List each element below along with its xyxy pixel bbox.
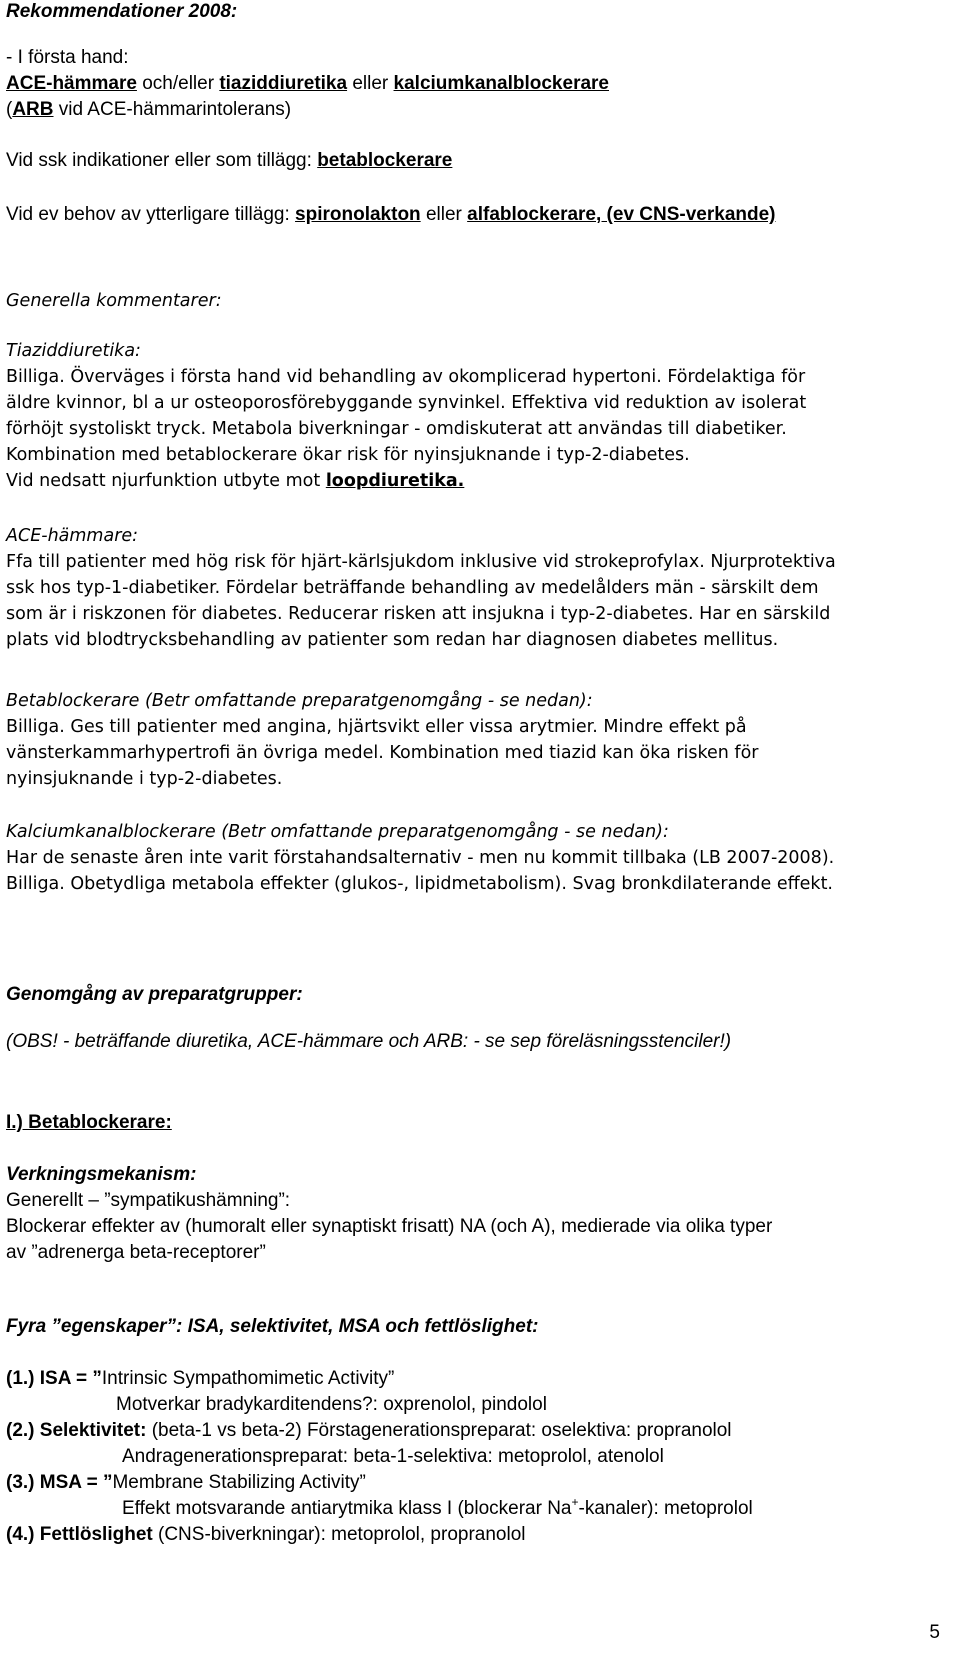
ace-link[interactable]: ACE-hämmare <box>6 73 137 94</box>
ssk-line: Vid ssk indikationer eller som tillägg: betablockerare <box>6 150 453 171</box>
property-msa: (3.) MSA = ”Membrane Stabilizing Activity” <box>6 1472 366 1493</box>
page-number: 5 <box>929 1622 940 1643</box>
property-fettloslighet: (4.) Fettlöslighet (CNS-biverkningar): metoprolol, propranolol <box>6 1524 526 1545</box>
arb-line: (ARB vid ACE-hämmarintolerans) <box>6 99 292 120</box>
tiazid-line-4: Kombination med betablockerare ökar risk för nyinsjuknande i typ-2-diabetes. <box>6 445 690 465</box>
verkningsmekanism-title: Verkningsmekanism: <box>6 1164 197 1185</box>
beta-section <box>6 688 759 792</box>
recommendations-title: Rekommendationer 2008: <box>6 1 238 22</box>
verkningsmekanism-block <box>6 1162 772 1266</box>
section-betablockerare-title: I.) Betablockerare: <box>6 1112 172 1133</box>
kalcium-link[interactable]: kalciumkanalblockerare <box>393 73 609 94</box>
first-hand-label: - I första hand: <box>6 47 129 68</box>
tiazid-heading: Tiaziddiuretika: <box>6 341 141 361</box>
property-msa-detail: Effekt motsvarande antiarytmika klass I (blockerar Na+-kanaler): metoprolol <box>122 1495 753 1519</box>
property-isa: (1.) ISA = ”Intrinsic Sympathomimetic Activity” <box>6 1368 395 1389</box>
tiazid-line-1: Billiga. Överväges i första hand vid behandling av okomplicerad hypertoni. Fördelaktiga för <box>6 367 806 387</box>
ace-section <box>6 523 836 653</box>
kalcium-heading: Kalciumkanalblockerare (Betr omfattande preparatgenomgång - se nedan): <box>6 822 669 842</box>
ace-line-3: som är i riskzonen för diabetes. Reducerar risken att insjukna i typ-2-diabetes. Har en särskild <box>6 604 831 624</box>
properties-list <box>6 1366 753 1548</box>
ace-heading: ACE-hämmare: <box>6 526 139 546</box>
genomgang-title: Genomgång av preparatgrupper: <box>6 984 303 1005</box>
general-comments-title: Generella kommentarer: <box>6 291 222 311</box>
tiazid-line-3: förhöjt systoliskt tryck. Metabola biverkningar - omdiskuterat att användas till diabetiker. <box>6 419 787 439</box>
beta-line-3: nyinsjuknande i typ-2-diabetes. <box>6 769 283 789</box>
property-selektivitet-detail: Andragenerationspreparat: beta-1-selektiva: metoprolol, atenolol <box>122 1446 664 1467</box>
property-isa-detail: Motverkar bradykarditendens?: oxprenolol, pindolol <box>116 1394 547 1415</box>
recommendations-block <box>6 0 609 123</box>
beta-heading: Betablockerare (Betr omfattande preparatgenomgång - se nedan): <box>6 691 593 711</box>
property-selektivitet: (2.) Selektivitet: (beta-1 vs beta-2) Förstagenerationspreparat: oselektiva: propranolol <box>6 1420 732 1441</box>
obs-note: (OBS! - beträffande diuretika, ACE-hämmare och ARB: - se sep föreläsningsstenciler!) <box>6 1031 732 1052</box>
betablockerare-link[interactable]: betablockerare <box>317 150 453 171</box>
tiazid-link[interactable]: tiaziddiuretika <box>219 73 348 94</box>
ace-line-2: ssk hos typ-1-diabetiker. Fördelar beträffande behandling av medelålders män - särskilt dem <box>6 578 819 598</box>
verk-line-3: av ”adrenerga beta-receptorer” <box>6 1242 266 1263</box>
tiazid-line-5: Vid nedsatt njurfunktion utbyte mot loopdiuretika. <box>6 471 465 491</box>
tiazid-section <box>6 338 806 494</box>
ace-line-4: plats vid blodtrycksbehandling av patienter som redan har diagnosen diabetes mellitus. <box>6 630 779 650</box>
ace-line-1: Ffa till patienter med hög risk för hjärt-kärlsjukdom inklusive vid strokeprofylax. Njurprotektiva <box>6 552 836 572</box>
kalcium-line-1: Har de senaste åren inte varit förstahandsalternativ - men nu kommit tillbaka (LB 2007-2008). <box>6 848 835 868</box>
beta-line-2: vänsterkammarhypertrofi än övriga medel. Kombination med tiazid kan öka risken för <box>6 743 759 763</box>
beta-line-1: Billiga. Ges till patienter med angina, hjärtsvikt eller vissa arytmier. Mindre effekt på <box>6 717 747 737</box>
kalcium-section <box>6 819 834 897</box>
ev-line: Vid ev behov av ytterligare tillägg: spironolakton eller alfablockerare, (ev CNS-verkande) <box>6 204 776 225</box>
verk-line-1: Generellt – ”sympatikushämning”: <box>6 1190 291 1211</box>
alfablockerare-link[interactable]: alfablockerare, (ev CNS-verkande) <box>467 204 776 225</box>
verk-line-2: Blockerar effekter av (humoralt eller synaptiskt frisatt) NA (och A), medierade via olika typer <box>6 1216 773 1237</box>
arb-link[interactable]: ARB <box>12 99 54 120</box>
spironolakton-link[interactable]: spironolakton <box>295 204 421 225</box>
fyra-egenskaper-title: Fyra ”egenskaper”: ISA, selektivitet, MSA och fettlöslighet: <box>6 1316 539 1337</box>
kalcium-line-2: Billiga. Obetydliga metabola effekter (glukos-, lipidmetabolism). Svag bronkdilaterande effekt. <box>6 874 833 894</box>
loopdiuretika-link[interactable]: loopdiuretika. <box>325 471 465 491</box>
tiazid-line-2: äldre kvinnor, bl a ur osteoporosförebyggande synvinkel. Effektiva vid reduktion av isolerat <box>6 393 807 413</box>
first-hand-drugs: ACE-hämmare och/eller tiaziddiuretika eller kalciumkanalblockerare <box>6 73 609 94</box>
